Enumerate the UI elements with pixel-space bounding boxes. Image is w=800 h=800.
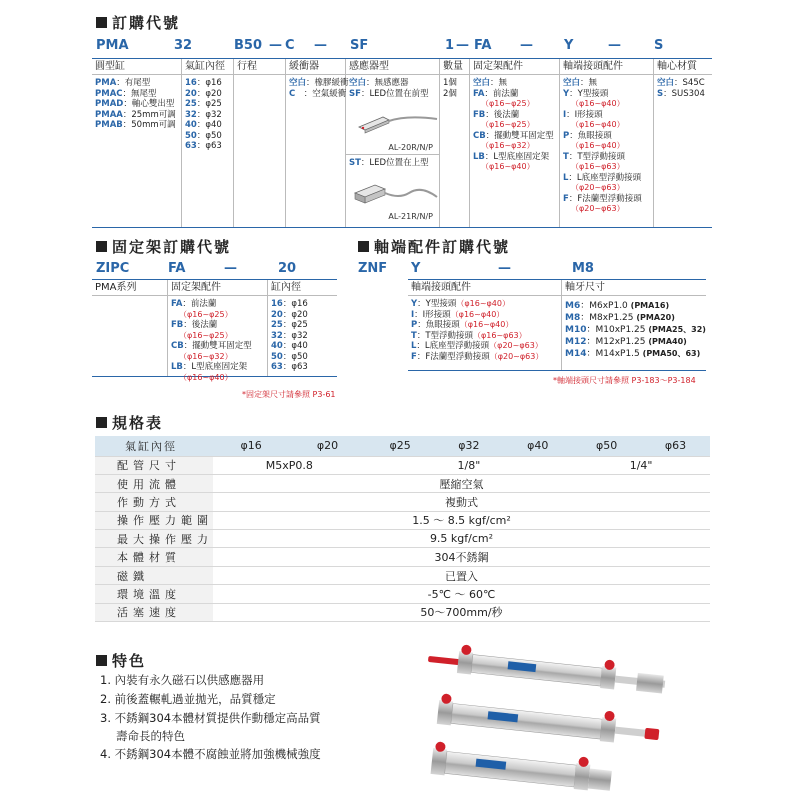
square-bullet-icon [96, 417, 107, 428]
column-quantity: 數量 1個 2個 [440, 59, 470, 227]
spec-row: 磁鐵 已置入 [95, 566, 710, 584]
square-bullet-icon [96, 241, 107, 252]
column-mount: 固定架配件 空白：無 FA：前法蘭 （φ16~φ25） FB：後法蘭 （φ16~φ25） CB：擺動雙耳固定型 （φ16~φ32） LB：L型底座固定架 （φ16~φ40） [470, 59, 560, 227]
sensor-top-led-image [349, 173, 439, 209]
code-part: Y [564, 38, 574, 53]
code-part: B50 [234, 38, 262, 53]
code-part: — [520, 38, 533, 53]
column-rod-end: 軸端接頭配件 空白：無 Y：Y型接頭 （φ16~φ40） I：I形接頭 （φ16~φ40） P：魚眼接頭 （φ16~φ40） T：T型浮動接頭 （φ16~φ63） L：L底座型浮動接頭 （φ20~φ63） F：F法蘭型浮動接頭 （φ20~φ63） [560, 59, 654, 227]
code-part: 32 [174, 38, 193, 53]
bracket-code-title: 固定架訂購代號 [96, 236, 231, 257]
square-bullet-icon [96, 17, 107, 28]
bracket-note: *固定架尺寸請參照 P3-61 [242, 390, 336, 399]
column-stroke: 行程 [234, 59, 286, 227]
sensor-part-number: AL-21R/N/P [388, 212, 433, 221]
order-code-row [88, 38, 712, 56]
feature-item: 3. 不銹鋼304本體材質提供作動穩定高品質 [100, 711, 321, 725]
bracket-code-row: ZIPC FA — 20 [96, 261, 297, 276]
column-cylinder-type: 圓型缸 PMA：有尾型 PMAC：無尾型 PMAD：軸心雙出型 PMAA：25mm可調 PMAB：50mm可調 [92, 59, 182, 227]
bracket-table: PMA系列 固定架配件 FA：前法蘭 （φ16~φ25） FB：後法蘭 （φ16~φ25） CB：擺動雙耳固定型 （φ16~φ32） LB：L型底座固定架 （φ16~φ40） 缸內徑 16：φ16 20：φ20 25：φ25 32：φ32 40：φ40 50：φ50 63：φ63 [92, 279, 337, 377]
feature-item: 1. 內裝有永久磁石以供感應器用 [100, 673, 265, 687]
features-title: 特色 [96, 650, 146, 671]
sensor-part-number: AL-20R/N/P [388, 142, 433, 152]
spec-table [95, 436, 710, 622]
spec-title: 規格表 [96, 412, 163, 433]
feature-item: 4. 不銹鋼304本體不腐蝕並將加強機械強度 [100, 747, 321, 761]
code-part: — [269, 38, 282, 53]
column-cushion: 緩衝器 空白：橡膠緩衝 C ：空氣緩衝 [286, 59, 346, 227]
spec-row: 配管尺寸 M5xP0.8 1/8" 1/4" [95, 456, 710, 474]
column-sensor: 感應器型 空白：無感應器 SF：LED位置在前型 AL-20R/N/P ST：LED位置在上型 AL-21R/N/P [346, 59, 440, 227]
column-bore: 氣缸內徑 16：φ16 20：φ20 25：φ25 32：φ32 40：φ40 50：φ50 63：φ63 [182, 59, 234, 227]
code-part: SF [350, 38, 369, 53]
spec-row: 環境溫度 -5℃ ～ 60℃ [95, 585, 710, 603]
feature-item: 2. 前後蓋輾軋過並拋光，品質穩定 [100, 692, 276, 706]
code-part: FA [474, 38, 492, 53]
feature-item: 壽命長的特色 [116, 729, 185, 743]
rod-end-table: 軸端接頭配件 Y：Y型接頭（φ16~φ40） I：I形接頭（φ16~φ40） P：魚眼接頭（φ16~φ40） T：T型浮動接頭（φ16~φ63） L：L底座型浮動接頭（φ20~φ63） F：F法蘭型浮動接頭（φ20~φ63） 軸牙尺寸 M6：M6xP1.0 (PMA16) M8：M8xP1.25 (PMA20) M10：M10xP1.25 (PMA25、32) M12：M12xP1.25 (PMA40) M14：M14xP1.5 (PMA50、63) [408, 279, 706, 371]
rod-end-code-row: ZNF Y — M8 [358, 261, 594, 276]
code-part: — [608, 38, 621, 53]
product-cylinders-image [400, 632, 700, 800]
code-part: — [314, 38, 327, 53]
spec-row: 使用流體 壓縮空氣 [95, 474, 710, 492]
code-part: PMA [96, 38, 129, 53]
spec-row: 最大操作壓力 9.5 kgf/cm² [95, 530, 710, 548]
square-bullet-icon [96, 655, 107, 666]
rod-end-code-title: 軸端配件訂購代號 [358, 236, 510, 257]
square-bullet-icon [358, 241, 369, 252]
code-part: S [654, 38, 664, 53]
spec-row: 作動方式 複動式 [95, 493, 710, 511]
spec-row: 活塞速度 50～700mm/秒 [95, 603, 710, 621]
code-part: — [456, 38, 469, 53]
order-code-title: 訂購代號 [96, 12, 180, 33]
spec-row: 本體材質 304不銹鋼 [95, 548, 710, 566]
sensor-front-led-image [349, 103, 439, 139]
code-part: 1 [445, 38, 455, 53]
order-code-table [92, 58, 712, 228]
spec-header-row: 氣缸內徑 φ16 φ20 φ25 φ32 φ40 φ50 φ63 [95, 436, 710, 456]
rod-end-note: *軸端接頭尺寸請參照 P3-183～P3-184 [553, 376, 696, 385]
code-part: C [285, 38, 295, 53]
column-rod-material: 軸心材質 空白：S45C S：SUS304 [654, 59, 712, 227]
spec-row: 操作壓力範圍 1.5 ～ 8.5 kgf/cm² [95, 511, 710, 529]
